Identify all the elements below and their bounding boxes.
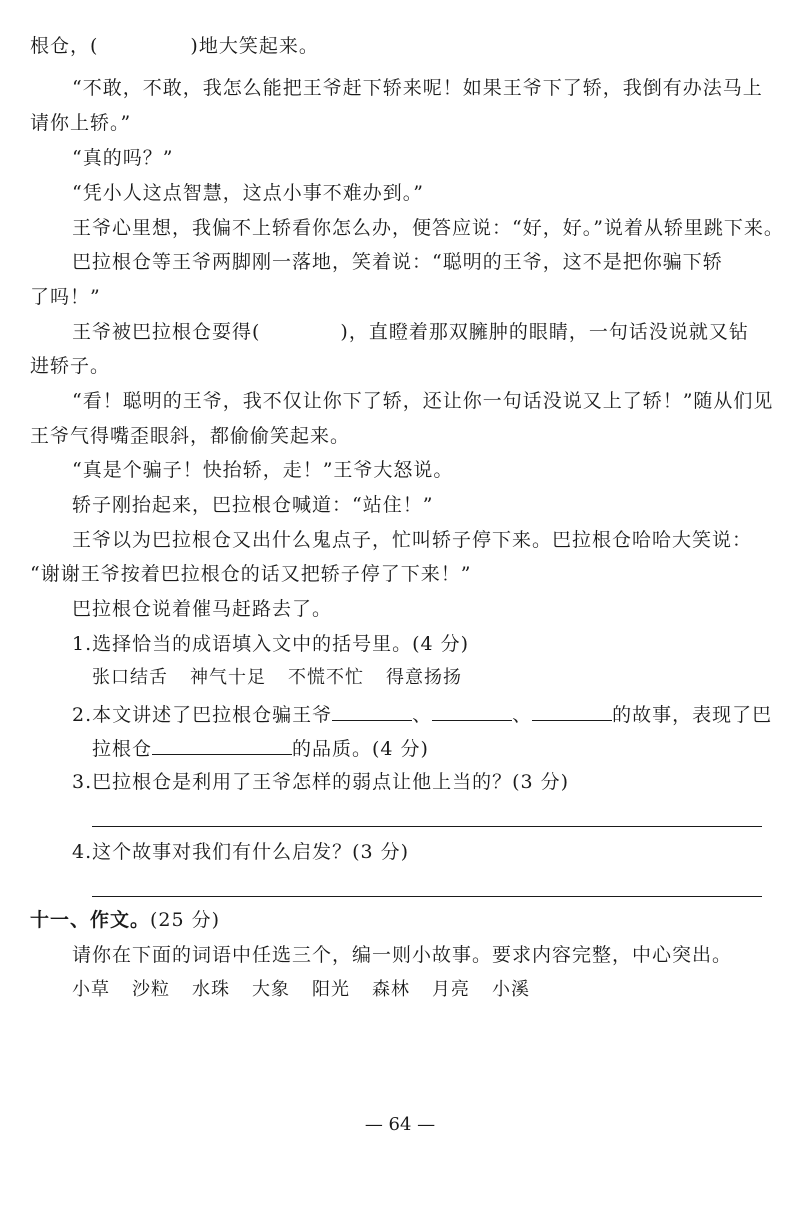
passage-line: [72, 320, 749, 344]
passage-line: 巴拉根仓说着催马赶路去了。: [72, 598, 333, 620]
separator: 、: [512, 704, 533, 726]
passage-line: “不敢，不敢，我怎么能把王爷赶下轿来呢！如果王爷下了轿，我倒有办法马上: [72, 77, 763, 99]
fill-blank[interactable]: [152, 736, 292, 755]
option: 张口结舌: [92, 667, 168, 688]
passage-line: [30, 34, 319, 58]
word-list: [72, 978, 530, 1002]
question-text: 的故事，表现了巴: [612, 704, 773, 726]
passage-line: 请你上轿。”: [30, 112, 132, 134]
passage-line: 巴拉根仓等王爷两脚刚一落地，笑着说：“聪明的王爷，这不是把你骗下轿: [72, 251, 723, 273]
passage-text: )地大笑起来。: [190, 35, 319, 57]
word: 水珠: [192, 979, 230, 1000]
question-3: 3.巴拉根仓是利用了王爷怎样的弱点让他上当的？(3 分): [72, 771, 570, 793]
fill-blank[interactable]: [332, 702, 412, 721]
section-score: (25 分): [150, 909, 221, 931]
passage-text: 根仓，(: [30, 35, 99, 57]
passage-line: 轿子刚抬起来，巴拉根仓喊道：“站住！”: [72, 494, 434, 516]
composition-instruction: 请你在下面的词语中任选三个，编一则小故事。要求内容完整，中心突出。: [72, 944, 733, 966]
passage-line: 王爷以为巴拉根仓又出什么鬼点子，忙叫轿子停下来。巴拉根仓哈哈大笑说：: [72, 529, 753, 551]
word: 沙粒: [132, 979, 170, 1000]
question-2-cont: [92, 736, 429, 761]
word: 小草: [72, 979, 110, 1000]
passage-line: “真的吗？”: [72, 147, 174, 169]
passage-line: “看！聪明的王爷，我不仅让你下了轿，还让你一句话没说又上了轿！”随从们见: [72, 390, 774, 412]
question-4: 4.这个故事对我们有什么启发？(3 分): [72, 841, 410, 863]
separator: 、: [412, 704, 433, 726]
question-2: [72, 702, 772, 727]
passage-line: “谢谢王爷按着巴拉根仓的话又把轿子停了下来！”: [30, 563, 472, 585]
option: 不慌不忙: [288, 667, 364, 688]
question-text: 拉根仓: [92, 738, 153, 760]
section-title: 十一、作文。: [30, 909, 151, 931]
word: 月亮: [432, 979, 470, 1000]
word: 大象: [252, 979, 290, 1000]
fill-blank[interactable]: [432, 702, 512, 721]
option: 神气十足: [190, 667, 266, 688]
composition-heading: [30, 908, 220, 932]
passage-line: “凭小人这点智慧，这点小事不难办到。”: [72, 182, 424, 204]
passage-text: )，直瞪着那双臃肿的眼睛，一句话没说就又钻: [340, 321, 749, 343]
word: 阳光: [312, 979, 350, 1000]
page-number: — 64 —: [364, 1114, 436, 1135]
passage-text: 王爷被巴拉根仓耍得(: [72, 321, 261, 343]
passage-line: 王爷气得嘴歪眼斜，都偷偷笑起来。: [30, 425, 351, 447]
passage-line: 了吗！”: [30, 286, 101, 308]
idiom-options: [92, 666, 462, 690]
answer-line[interactable]: [92, 826, 762, 827]
fill-blank[interactable]: [532, 702, 612, 721]
question-1: 1.选择恰当的成语填入文中的括号里。(4 分): [72, 633, 470, 655]
answer-line[interactable]: [92, 896, 762, 897]
passage-line: 王爷心里想，我偏不上轿看你怎么办，便答应说：“好，好。”说着从轿里跳下来。: [72, 217, 784, 239]
word: 森林: [372, 979, 410, 1000]
word: 小溪: [492, 979, 530, 1000]
passage-line: 进轿子。: [30, 355, 111, 377]
passage-line: “真是个骗子！快抬轿，走！”王爷大怒说。: [72, 459, 454, 481]
question-text: 的品质。(4 分): [292, 738, 429, 760]
option: 得意扬扬: [386, 667, 462, 688]
question-text: 2.本文讲述了巴拉根仓骗王爷: [72, 704, 333, 726]
